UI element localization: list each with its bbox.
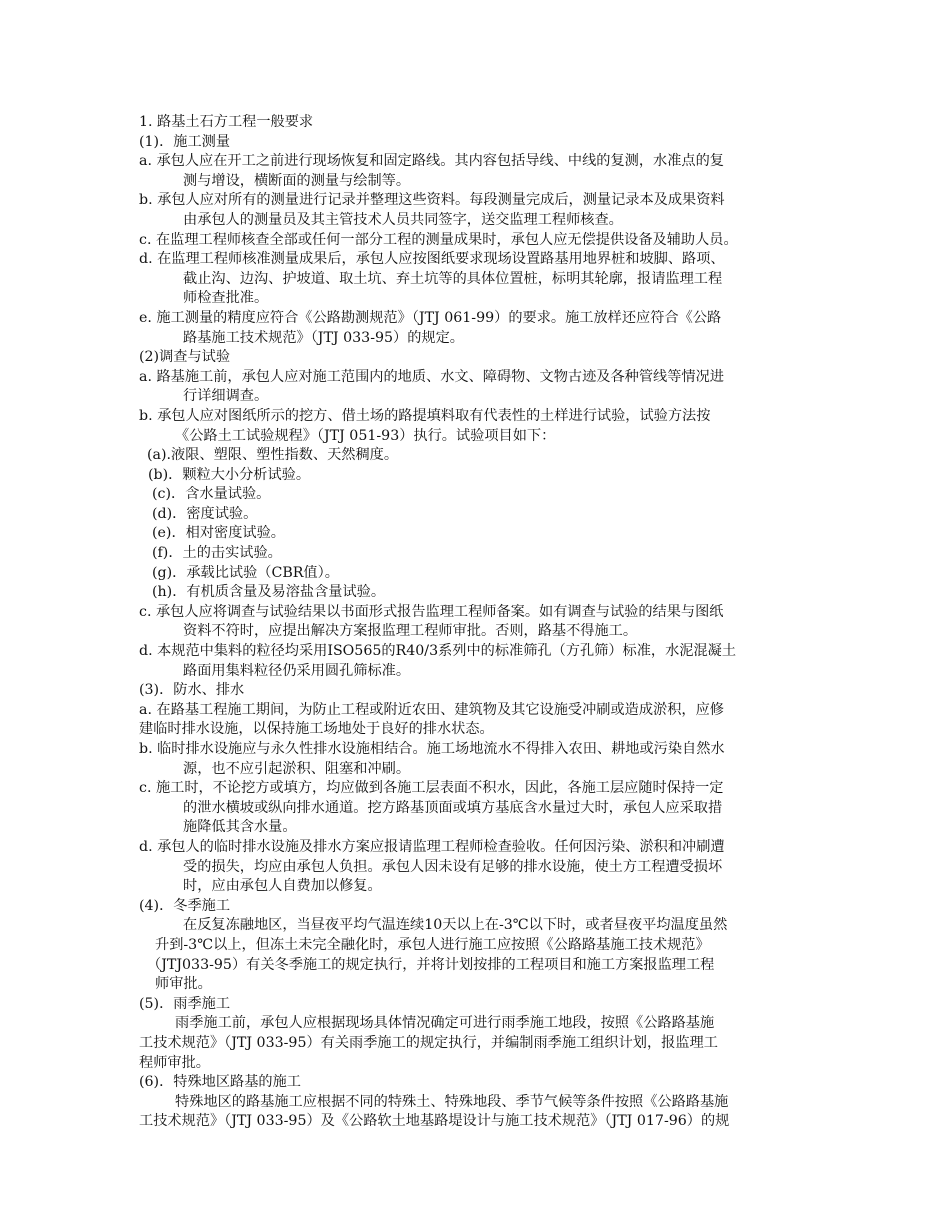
text-line: c. 承包人应将调查与试验结果以书面形式报告监理工程师备案。如有调查与试验的结果与图纸 — [139, 603, 724, 620]
list-item: (a).液限、塑限、塑性指数、天然稠度。 — [147, 447, 399, 464]
text-line: b. 承包人应对图纸所示的挖方、借土场的路提填料取有代表性的土样进行试验，试验方法按 — [139, 407, 711, 424]
text-line: 路基施工技术规范》（JTJ 033-95）的规定。 — [183, 329, 464, 346]
text-line: 师审批。 — [155, 976, 212, 993]
text-line: 雨季施工前，承包人应根据现场具体情况确定可进行雨季施工地段，按照《公路路基施 — [175, 1015, 715, 1032]
text-line: 程师审批。 — [139, 1054, 210, 1071]
text-line: a. 路基施工前，承包人应对施工范围内的地质、水文、障碍物、文物古迹及各种管线等情况进 — [139, 368, 724, 385]
subsection-heading: (6)．特殊地区路基的施工 — [139, 1074, 301, 1091]
text-line: 受的损失，均应由承包人负担。承包人因未设有足够的排水设施，使土方工程遭受损坏 — [183, 858, 723, 875]
text-line: 资料不符时，应提出解决方案报监理工程师审批。否则，路基不得施工。 — [183, 623, 638, 640]
text-line: d. 在监理工程师核准测量成果后，承包人应按图纸要求现场设置路基用地界桩和坡脚、路项、 — [139, 251, 725, 268]
text-line: 工技术规范》（JTJ 033-95）有关雨季施工的规定执行，并编制雨季施工组织计划，报监理工 — [139, 1034, 718, 1051]
text-line: a. 在路基工程施工期间，为防止工程或附近农田、建筑物及其它设施受冲刷或造成淤积，应修 — [139, 701, 724, 718]
text-line: 升到-3℃以上，但冻土未完全融化时，承包人进行施工应按照《公路路基施工技术规范》 — [155, 936, 710, 953]
text-line: c. 施工时，不论挖方或填方，均应做到各施工层表面不积水，因此，各施工层应随时保持一定 — [139, 780, 724, 797]
text-line: 在反复冻融地区，当昼夜平均气温连续10天以上在-3℃以下时，或者昼夜平均温度虽然 — [183, 917, 728, 934]
text-line: 《公路土工试验规程》（JTJ 051-93）执行。试验项目如下： — [175, 427, 556, 444]
subsection-heading: (5)．雨季施工 — [139, 995, 231, 1012]
text-line: 由承包人的测量员及其主管技术人员共同签字，送交监理工程师核查。 — [183, 211, 623, 228]
subsection-heading: (2)调查与试验 — [139, 349, 231, 366]
text-line: 特殊地区的路基施工应根据不同的特殊土、特殊地段、季节气候等条件按照《公路路基施 — [175, 1093, 729, 1110]
text-line: （JTJ033-95）有关冬季施工的规定执行，并将计划按排的工程项目和施工方案报监理工程 — [147, 956, 715, 973]
text-line: 工技术规范》（JTJ 033-95）及《公路软土地基路堤设计与施工技术规范》（JTJ 017-96）的规 — [139, 1113, 730, 1130]
list-item: (h)．有机质含量及易溶盐含量试验。 — [152, 584, 386, 601]
text-line: 时，应由承包人自费加以修复。 — [183, 878, 382, 895]
subsection-heading: (1)．施工测量 — [139, 133, 231, 150]
text-line: 路面用集料粒径仍采用圆孔筛标准。 — [183, 662, 411, 679]
text-line: 截止沟、边沟、护坡道、取土坑、弃土坑等的具体位置桩，标明其轮廓，报请监理工程 — [183, 270, 723, 287]
text-line: 源，也不应引起淤积、阻塞和冲刷。 — [183, 760, 411, 777]
text-line: b. 临时排水设施应与永久性排水设施相结合。施工场地流水不得排入农田、耕地或污染自然水 — [139, 741, 725, 757]
text-line: e. 施工测量的精度应符合《公路勘测规范》（JTJ 061-99）的要求。施工放样还应符合《公路 — [139, 309, 722, 326]
text-line: 施降低其含水量。 — [183, 819, 297, 836]
subsection-heading: (4)．冬季施工 — [139, 897, 231, 914]
list-item: (c)．含水量试验。 — [152, 486, 271, 503]
list-item: (e)．相对密度试验。 — [152, 525, 285, 542]
list-item: (b)．颗粒大小分析试验。 — [148, 466, 311, 483]
text-line: d. 承包人的临时排水设施及排水方案应报请监理工程师检查验收。任何因污染、淤积和冲刷遭 — [139, 838, 725, 855]
document-body — [139, 113, 819, 1132]
text-line: 建临时排水设施，以保持施工场地处于良好的排水状态。 — [139, 721, 494, 738]
list-item: (d)．密度试验。 — [152, 505, 258, 522]
text-line: a. 承包人应在开工之前进行现场恢复和固定路线。其内容包括导线、中线的复测，水准点的复 — [139, 153, 724, 170]
text-line: d. 本规范中集料的粒径均采用ISO565的R40/3系列中的标准筛孔（方孔筛）标准，水泥混凝土 — [139, 643, 737, 660]
text-line: c. 在监理工程师核查全部或任何一部分工程的测量成果时，承包人应无偿提供设备及辅助人员。 — [139, 231, 738, 248]
text-line: 的泄水横坡或纵向排水通道。挖方路基顶面或填方基底含水量过大时，承包人应采取措 — [183, 799, 723, 816]
list-item: (f)．土的击实试验。 — [152, 545, 282, 562]
list-item: (g)．承载比试验（CBR值）。 — [152, 564, 339, 581]
section-heading: 1. 路基土石方工程一般要求 — [139, 114, 314, 130]
text-line: 测与增设，横断面的测量与绘制等。 — [183, 172, 411, 189]
subsection-heading: (3)．防水、排水 — [139, 682, 245, 699]
text-line: b. 承包人应对所有的测量进行记录并整理这些资料。每段测量完成后，测量记录本及成果资料 — [139, 192, 725, 209]
text-line: 师检查批准。 — [183, 290, 269, 307]
text-line: 行详细调查。 — [183, 388, 269, 405]
